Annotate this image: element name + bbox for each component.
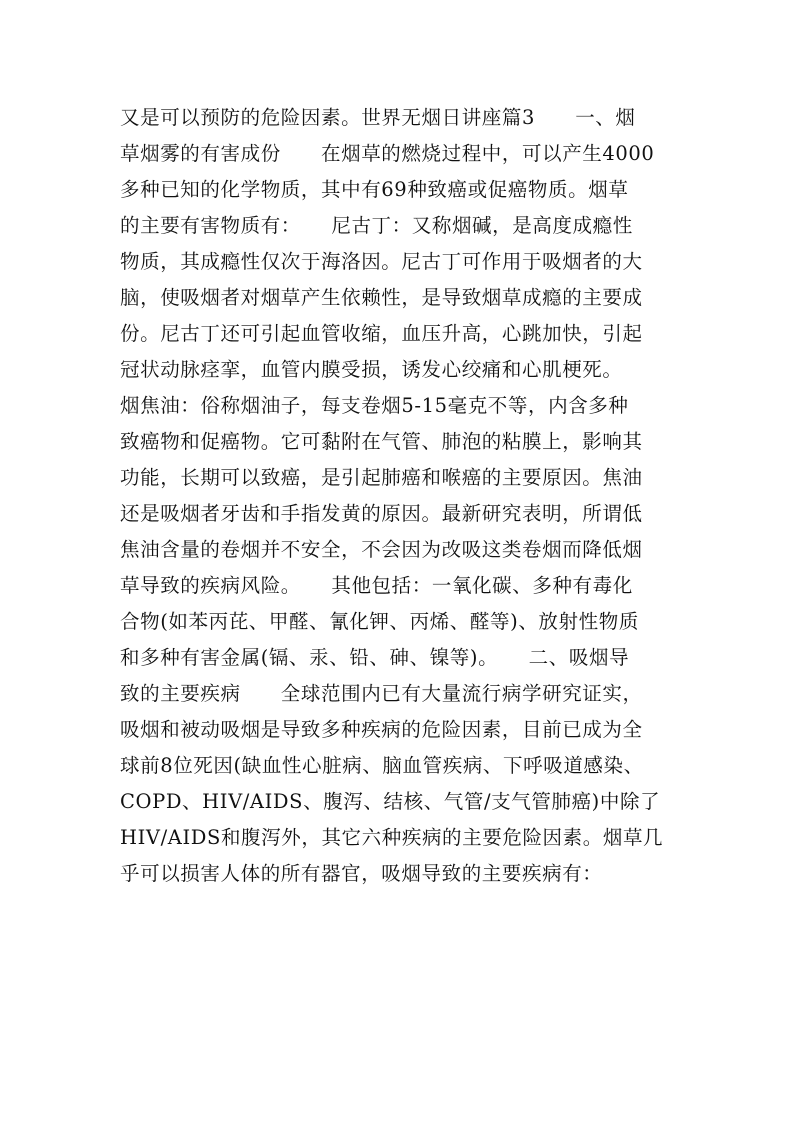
text-line-10: 致癌物和促癌物。它可黏附在气管、肺泡的粘膜上，影响其 — [120, 430, 643, 453]
text-line-3: 多种已知的化学物质，其中有69种致癌或促癌物质。烟草 — [120, 178, 629, 201]
text-line-15: 合物(如苯丙芘、甲醛、氰化钾、丙烯、醛等)、放射性物质 — [120, 610, 639, 633]
text-line-18: 吸烟和被动吸烟是导致多种疾病的危险因素，目前已成为全 — [120, 718, 643, 741]
text-line-7: 份。尼古丁还可引起血管收缩，血压升高，心跳加快，引起 — [120, 322, 643, 345]
text-line-19: 球前8位死因(缺血性心脏病、脑血管疾病、下呼吸道感染、 — [120, 754, 644, 777]
text-line-17: 致的主要疾病 全球范围内已有大量流行病学研究证实， — [120, 682, 643, 705]
text-line-12: 还是吸烟者牙齿和手指发黄的原因。最新研究表明，所谓低 — [120, 502, 643, 525]
text-line-1: 又是可以预防的危险因素。世界无烟日讲座篇3 一、烟 — [120, 106, 636, 129]
text-line-22: 乎可以损害人体的所有器官，吸烟导致的主要疾病有： — [120, 862, 603, 885]
text-line-9: 烟焦油：俗称烟油子，每支卷烟5-15毫克不等，内含多种 — [120, 394, 629, 417]
text-line-13: 焦油含量的卷烟并不安全，不会因为改吸这类卷烟而降低烟 — [120, 538, 643, 561]
text-line-6: 脑，使吸烟者对烟草产生依赖性，是导致烟草成瘾的主要成 — [120, 286, 643, 309]
text-line-14: 草导致的疾病风险。 其他包括：一氧化碳、多种有毒化 — [120, 574, 633, 597]
text-line-16: 和多种有害金属(镉、汞、铅、砷、镍等)。 二、吸烟导 — [120, 646, 630, 669]
text-line-2: 草烟雾的有害成份 在烟草的燃烧过程中，可以产生4000 — [120, 142, 655, 165]
text-line-11: 功能，长期可以致癌，是引起肺癌和喉癌的主要原因。焦油 — [120, 466, 643, 489]
text-line-5: 物质，其成瘾性仅次于海洛因。尼古丁可作用于吸烟者的大 — [120, 250, 643, 273]
text-line-4: 的主要有害物质有： 尼古丁：又称烟碱，是高度成瘾性 — [120, 214, 633, 237]
text-line-20: COPD、HIV/AIDS、腹泻、结核、气管/支气管肺癌)中除了 — [120, 790, 661, 813]
text-line-21: HIV/AIDS和腹泻外，其它六种疾病的主要危险因素。烟草几 — [120, 826, 664, 849]
text-line-8: 冠状动脉痉挛，血管内膜受损，诱发心绞痛和心肌梗死。 — [120, 358, 623, 381]
